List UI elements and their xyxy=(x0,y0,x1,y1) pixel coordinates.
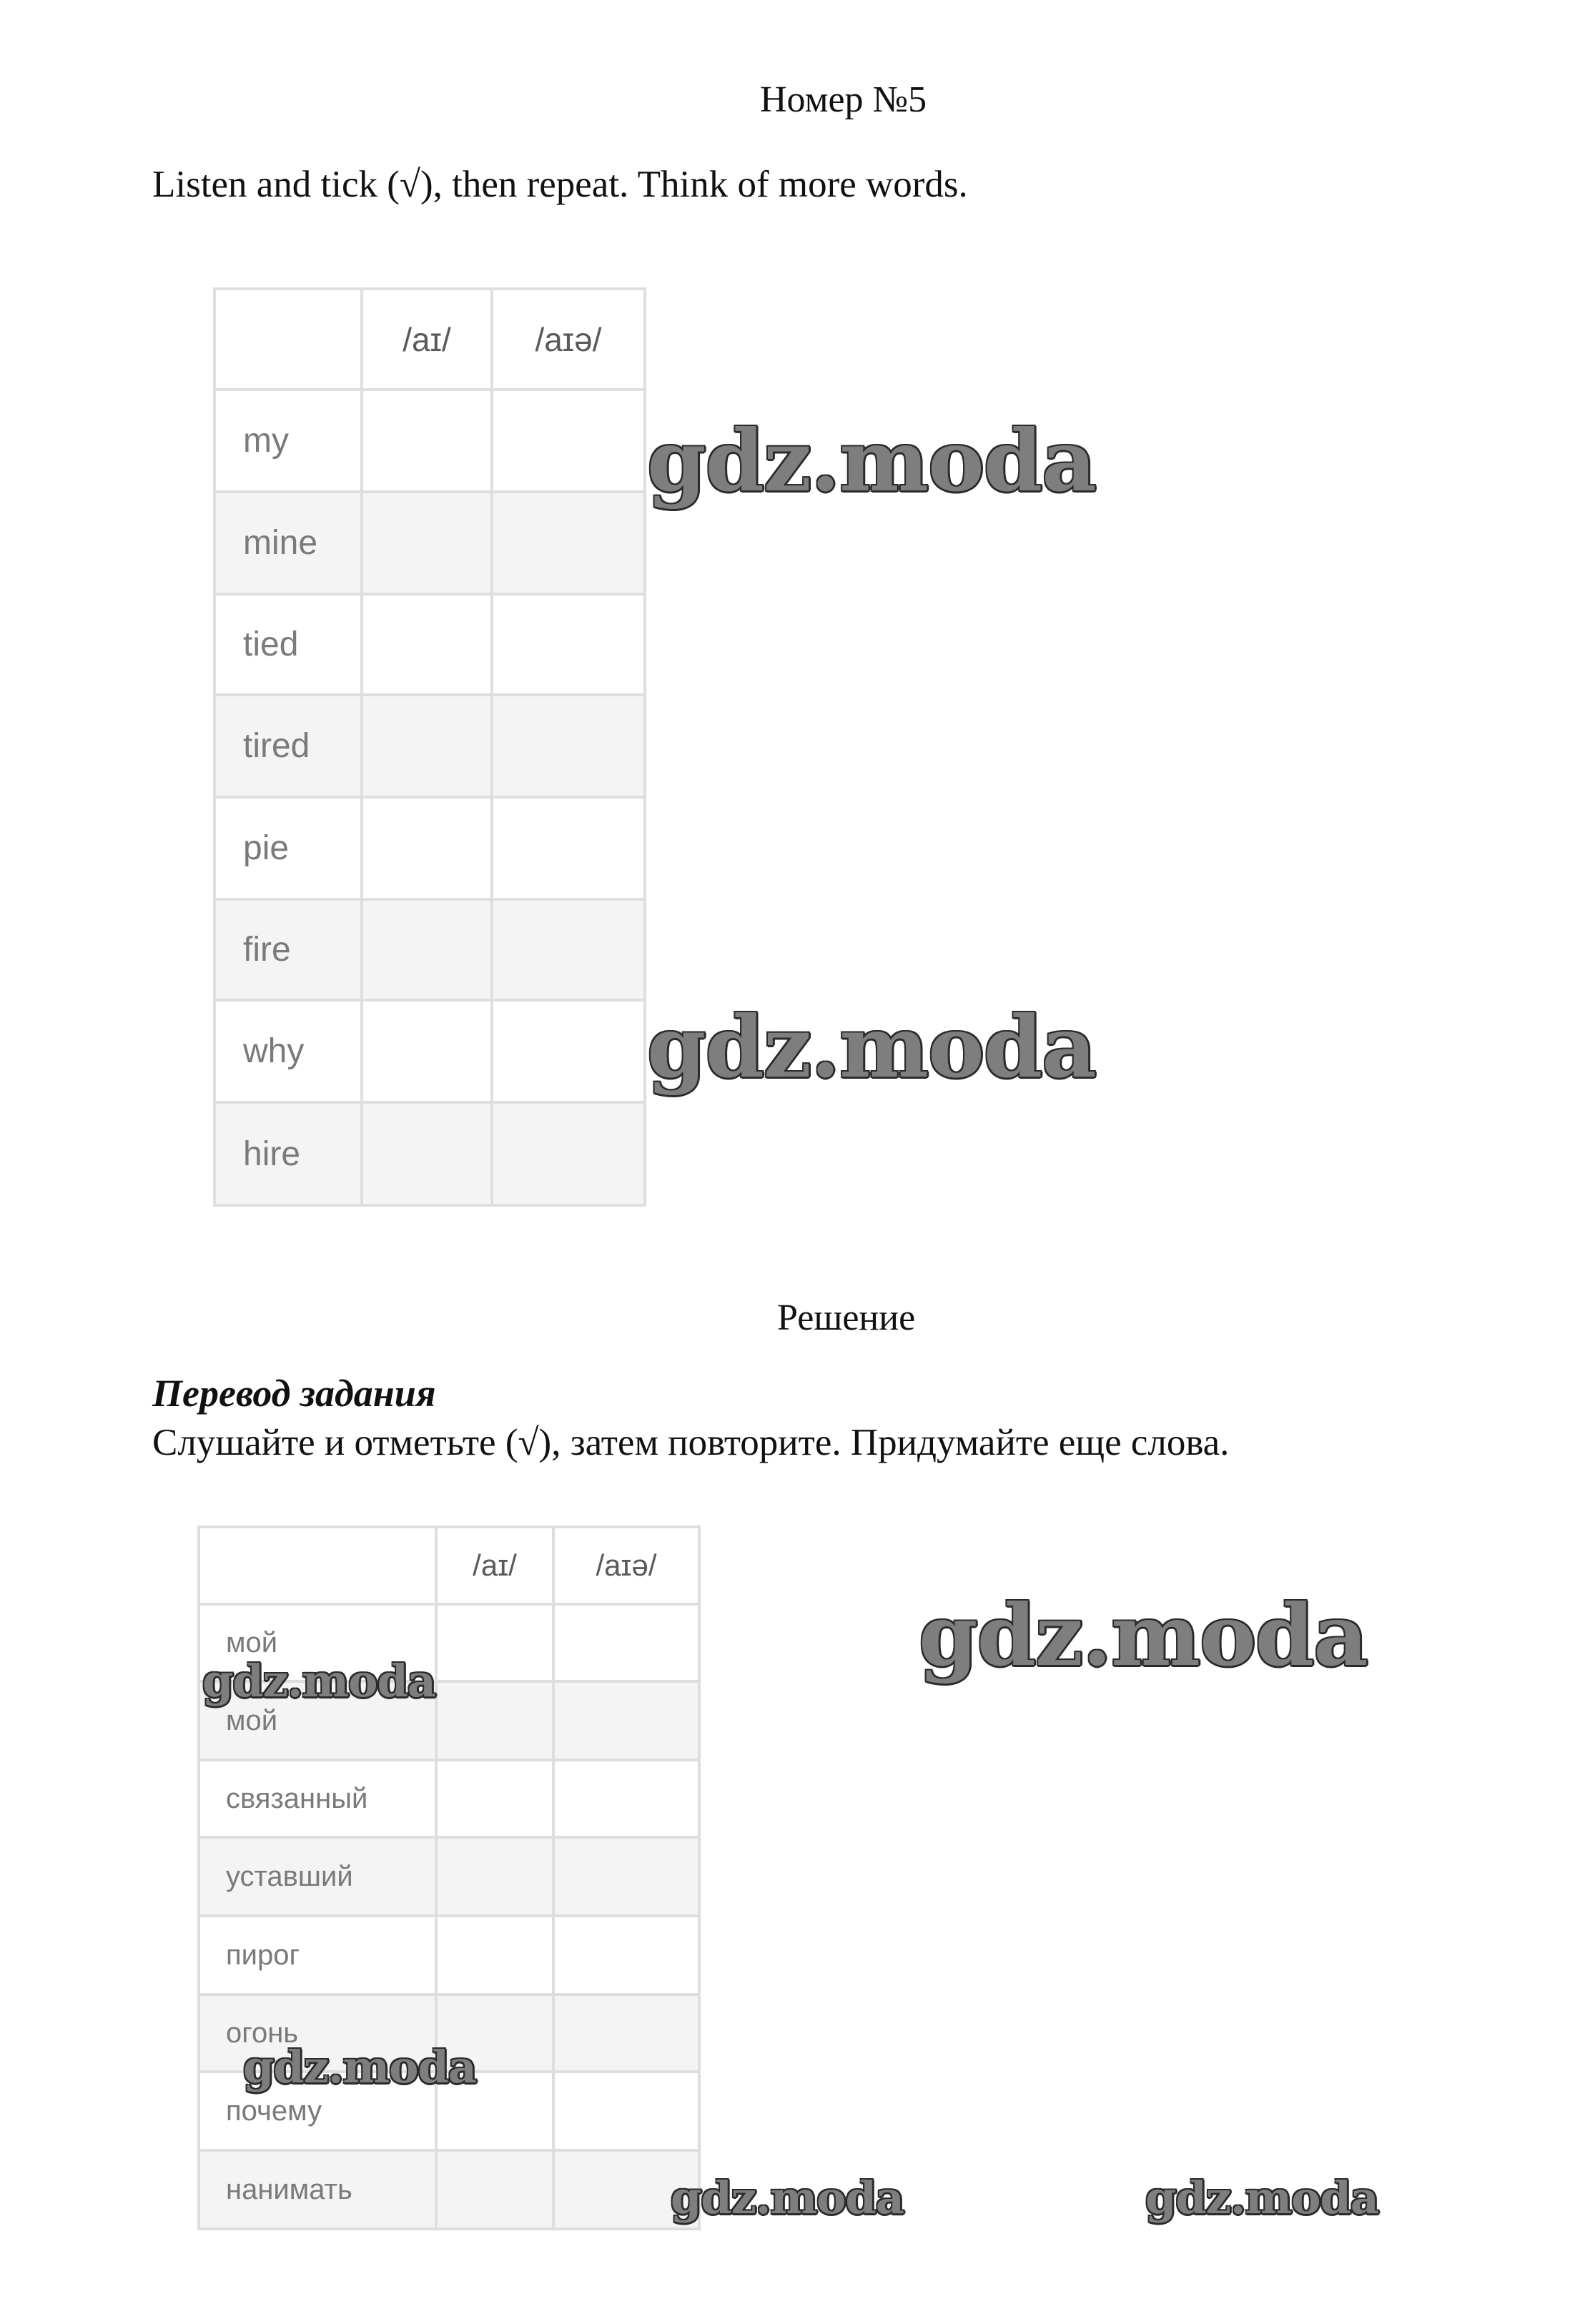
tick-cell-aie[interactable] xyxy=(492,1102,645,1205)
column-header-aie: /aɪə/ xyxy=(553,1527,699,1604)
phonetics-table-english xyxy=(213,287,646,1207)
tick-cell-ai[interactable] xyxy=(362,594,492,695)
column-header-ai: /aɪ/ xyxy=(362,289,492,390)
tick-cell-aie[interactable] xyxy=(492,695,645,797)
tick-cell-ai[interactable] xyxy=(436,1604,553,1681)
watermark: gdz.moda xyxy=(647,997,1096,1097)
tick-cell-ai[interactable] xyxy=(362,797,492,899)
word-cell: hire xyxy=(214,1102,362,1205)
tick-cell-aie[interactable] xyxy=(553,2072,699,2150)
table-corner-cell xyxy=(214,289,362,390)
translation-text: Слушайте и отметьте (√), затем повторите. Придумайте еще слова. xyxy=(152,1422,1230,1463)
tick-cell-ai[interactable] xyxy=(436,1994,553,2072)
column-header-ai: /aɪ/ xyxy=(436,1527,553,1604)
tick-cell-aie[interactable] xyxy=(553,1681,699,1760)
word-cell: my xyxy=(214,390,362,492)
word-cell: мой xyxy=(199,1604,436,1681)
tick-cell-ai[interactable] xyxy=(362,899,492,1000)
tick-cell-ai[interactable] xyxy=(362,1000,492,1102)
tick-cell-ai[interactable] xyxy=(436,1916,553,1994)
solution-heading: Решение xyxy=(777,1297,916,1338)
tick-cell-aie[interactable] xyxy=(553,1604,699,1681)
column-header-aie: /aɪə/ xyxy=(492,289,645,390)
watermark: gdz.moda xyxy=(647,411,1096,510)
phonetics-table-russian xyxy=(197,1526,701,2230)
tick-cell-ai[interactable] xyxy=(362,695,492,797)
word-cell: нанимать xyxy=(199,2150,436,2229)
tick-cell-ai[interactable] xyxy=(362,492,492,594)
tick-cell-ai[interactable] xyxy=(436,1681,553,1760)
tick-cell-aie[interactable] xyxy=(492,390,645,492)
tick-cell-aie[interactable] xyxy=(492,797,645,899)
table-corner-cell xyxy=(199,1527,436,1604)
word-cell: why xyxy=(214,1000,362,1102)
tick-cell-aie[interactable] xyxy=(492,899,645,1000)
watermark: gdz.moda xyxy=(202,1655,435,1707)
word-cell: tied xyxy=(214,594,362,695)
tick-cell-aie[interactable] xyxy=(553,1760,699,1837)
tick-cell-aie[interactable] xyxy=(553,2150,699,2229)
watermark: gdz.moda xyxy=(1145,2172,1378,2224)
word-cell: пирог xyxy=(199,1916,436,1994)
watermark: gdz.moda xyxy=(243,2041,476,2093)
tick-cell-aie[interactable] xyxy=(553,1837,699,1916)
tick-cell-ai[interactable] xyxy=(362,1102,492,1205)
task-instruction: Listen and tick (√), then repeat. Think of more words. xyxy=(152,164,968,205)
word-cell: mine xyxy=(214,492,362,594)
tick-cell-aie[interactable] xyxy=(492,1000,645,1102)
tick-cell-ai[interactable] xyxy=(362,390,492,492)
word-cell: связанный xyxy=(199,1760,436,1837)
watermark: gdz.moda xyxy=(919,1586,1368,1685)
watermark: gdz.moda xyxy=(671,2172,904,2224)
tick-cell-aie[interactable] xyxy=(492,492,645,594)
tick-cell-ai[interactable] xyxy=(436,1837,553,1916)
tick-cell-aie[interactable] xyxy=(553,1916,699,1994)
task-number-heading: Номер №5 xyxy=(760,79,927,120)
tick-cell-aie[interactable] xyxy=(553,1994,699,2072)
word-cell: fire xyxy=(214,899,362,1000)
word-cell: почему xyxy=(199,2072,436,2150)
tick-cell-ai[interactable] xyxy=(436,2150,553,2229)
word-cell: уставший xyxy=(199,1837,436,1916)
word-cell: мой xyxy=(199,1681,436,1760)
word-cell: огонь xyxy=(199,1994,436,2072)
tick-cell-ai[interactable] xyxy=(436,2072,553,2150)
tick-cell-ai[interactable] xyxy=(436,1760,553,1837)
tick-cell-aie[interactable] xyxy=(492,594,645,695)
translation-title: Перевод задания xyxy=(152,1372,436,1415)
word-cell: tired xyxy=(214,695,362,797)
word-cell: pie xyxy=(214,797,362,899)
